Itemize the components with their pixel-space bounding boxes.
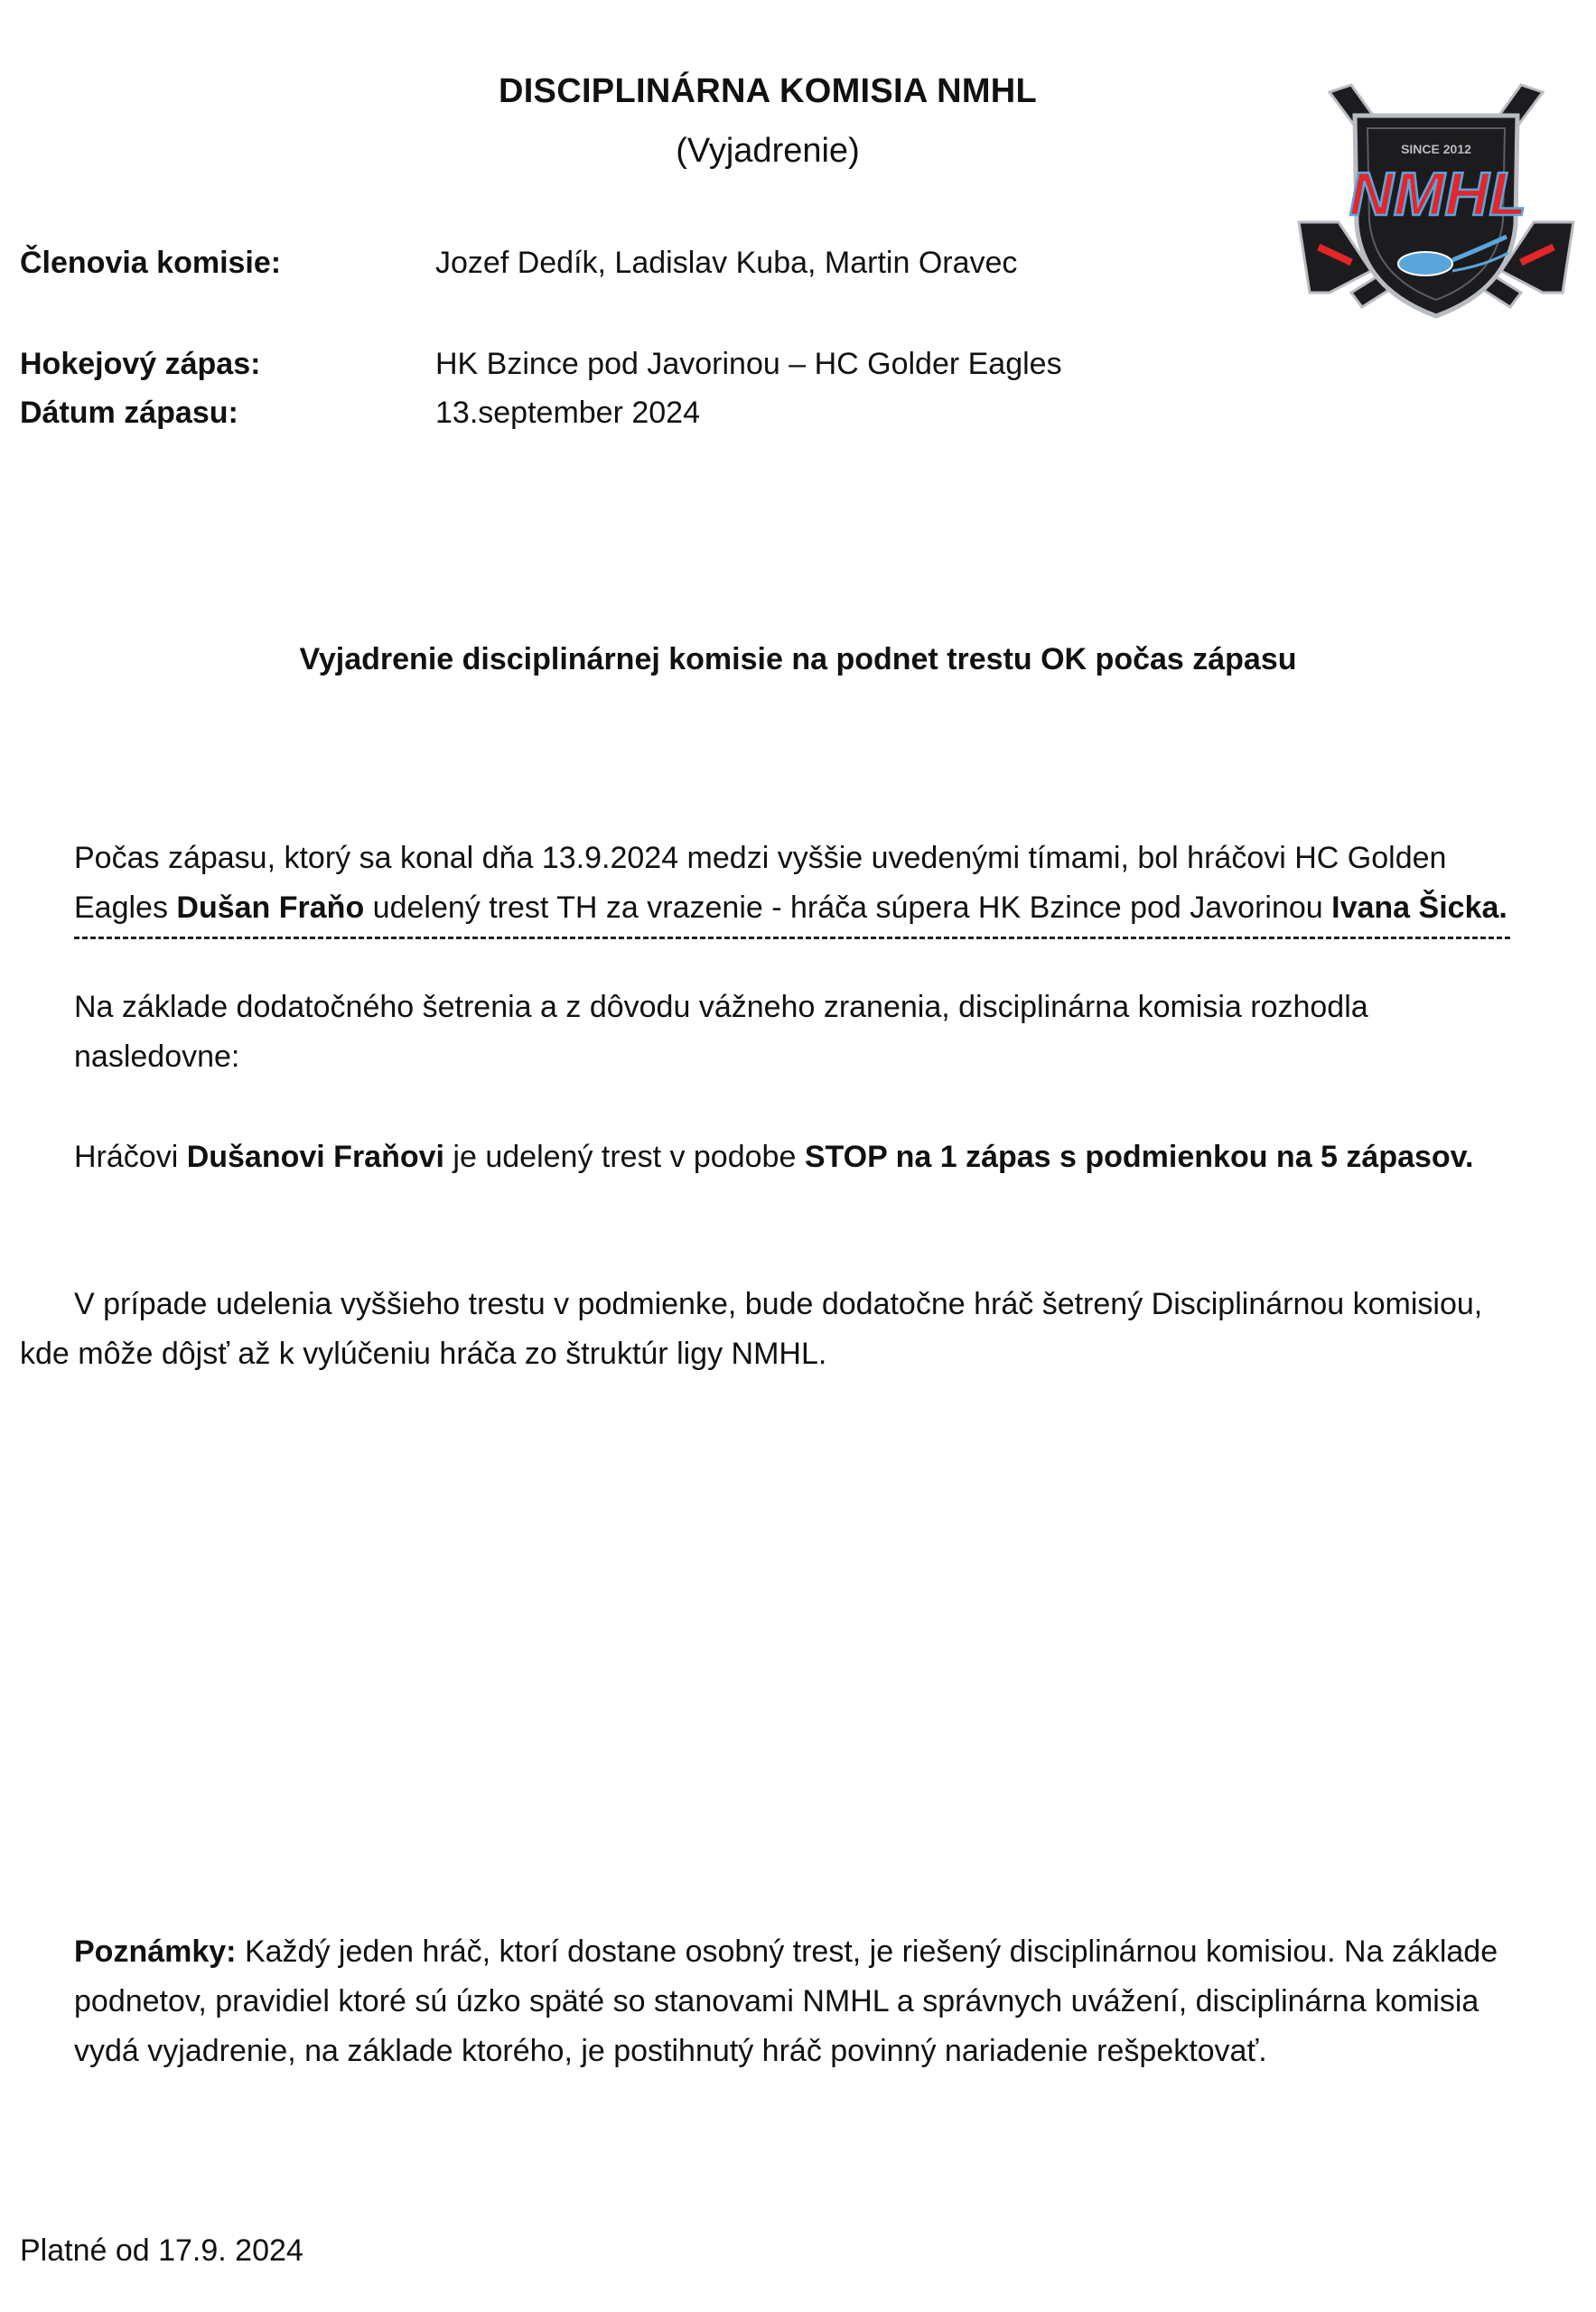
decision-intro-line-1: Na základe dodatočného šetrenia a z dôvodu vážneho zranenia, disciplinárna komisia rozhodla (74, 990, 1368, 1024)
incident-line-1: Počas zápasu, ktorý sa konal dňa 13.9.2024 medzi vyššie uvedenými tímami, bol hráčovi HC Golden (74, 841, 1447, 875)
puck-icon (1398, 252, 1452, 275)
decision-intro-line-2: nasledovne: (74, 1039, 240, 1074)
logo-since-text: SINCE 2012 (1401, 142, 1471, 156)
incident-line-2 (74, 883, 1507, 933)
decision-intro-paragraph (74, 983, 1368, 1082)
warning-paragraph (20, 1280, 1482, 1379)
nmhl-logo (1293, 79, 1579, 323)
notes-line-2: podnetov, pravidiel ktoré sú úzko späté so stanovami NMHL a správnych uvážení, disciplinárna komisia (74, 1984, 1479, 2018)
document-title: DISCIPLINÁRNA KOMISIA NMHL (498, 72, 1038, 110)
notes-paragraph (74, 1927, 1498, 2076)
document-subtitle: (Vyjadrenie) (676, 132, 860, 170)
incident-text-2: udelený trest TH za vrazenie - hráča súpera HK Bzince pod Javorinou (364, 890, 1332, 925)
dashed-divider (74, 937, 1510, 943)
penalized-player: Dušan Fraňo (176, 890, 365, 925)
verdict-paragraph (74, 1133, 1474, 1182)
match-value: HK Bzince pod Javorinou – HC Golder Eagles (435, 347, 1062, 381)
notes-label: Poznámky: (74, 1934, 237, 1969)
incident-text: Eagles (74, 890, 177, 925)
logo-wordmark: NMHL (1349, 160, 1527, 228)
valid-from-footer: Platné od 17.9. 2024 (20, 2233, 303, 2268)
verdict-text-2: je udelený trest v podobe (443, 1140, 805, 1174)
injured-player: Ivana Šicka. (1331, 890, 1507, 925)
notes-line-3: vydá vyjadrenie, na základe ktorého, je postihnutý hráč povinný nariadenie rešpektovať. (74, 2034, 1267, 2068)
members-label: Členovia komisie: (20, 246, 282, 280)
verdict-player: Dušanovi Fraňovi (186, 1140, 444, 1174)
members-value: Jozef Dedík, Ladislav Kuba, Martin Oravec (435, 246, 1018, 280)
warning-line-2: kde môže dôjsť až k vylúčeniu hráča zo štruktúr ligy NMHL. (20, 1337, 827, 1371)
verdict-penalty: STOP na 1 zápas s podmienkou na 5 zápasov. (804, 1140, 1474, 1174)
notes-line-1 (74, 1927, 1498, 1977)
incident-paragraph (74, 834, 1507, 933)
verdict-text: Hráčovi (74, 1140, 187, 1174)
section-heading: Vyjadrenie disciplinárnej komisie na podnet trestu OK počas zápasu (299, 642, 1297, 676)
notes-text: Každý jeden hráč, ktorí dostane osobný trest, je riešený disciplinárnou komisiou. Na základe (236, 1934, 1498, 1969)
date-value: 13.september 2024 (435, 396, 700, 430)
warning-line-1: V prípade udelenia vyššieho trestu v podmienke, bude dodatočne hráč šetrený Disciplinárnou komisiou, (74, 1287, 1483, 1321)
date-label: Dátum zápasu: (20, 396, 238, 430)
match-label: Hokejový zápas: (20, 347, 261, 381)
